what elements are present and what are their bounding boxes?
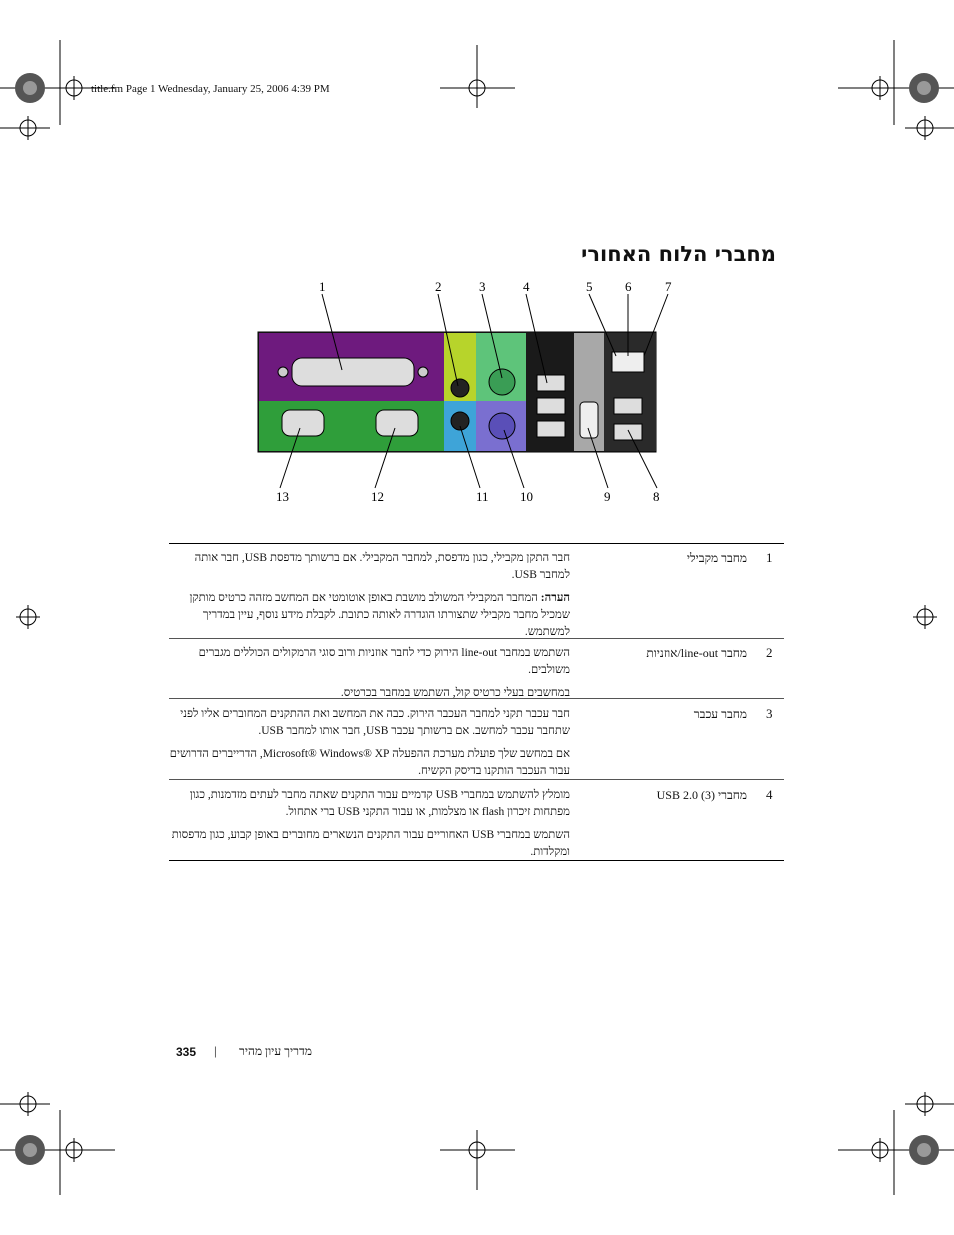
callout-10: 10 [520, 489, 533, 504]
row-description [168, 645, 570, 708]
table-top-rule [169, 543, 784, 544]
row-number: 4 [766, 787, 773, 802]
callout-13: 13 [276, 489, 289, 504]
callout-12: 12 [371, 489, 384, 504]
row-paragraph: במחשבים בעלי כרטיס קול, השתמש במחבר בכרטיס. [340, 687, 570, 699]
callout-5: 5 [586, 279, 593, 294]
callout-3: 3 [479, 279, 486, 294]
footer-separator: | [214, 1043, 217, 1058]
callout-9: 9 [604, 489, 611, 504]
row-description [168, 706, 570, 786]
row-paragraph: אם במחשב שלך פועלת מערכת ההפעלה Microsoft® Windows® XP, הדרייברים הדרושים עבור העכבר הותקנו בדיסק הקשיח. [169, 748, 570, 777]
footer-title: מדריך עיון מהיר [239, 1044, 312, 1058]
row-label: מחבר עכבר [693, 707, 747, 721]
row-number: 2 [766, 645, 773, 660]
row-label: מחבר מקבילי [686, 551, 747, 565]
callout-2: 2 [435, 279, 442, 294]
page-title: מחברי הלוח האחורי [581, 242, 776, 266]
row-number: 1 [766, 550, 773, 565]
row-paragraph: השתמש במחברי USB האחוריים עבור התקנים הנשארים מחוברים באופן קבוע, כגון מדפסות ומקלדות. [171, 829, 570, 858]
file-meta-header: title.fm Page 1 Wednesday, January 25, 2006 4:39 PM [91, 83, 330, 95]
row-paragraph: השתמש במחבר line-out הירוק כדי לחבר אוזניות ורוב סוגי הרמקולים הכוללים מגברים משולבים. [198, 647, 570, 676]
callout-6: 6 [625, 279, 632, 294]
callout-4: 4 [523, 279, 530, 294]
row-paragraph: חבר עכבר תקני למחבר העכבר הירוק. כבה את המחשב ואת ההתקנים המחוברים אליו לפני שתחבר עכבר למחשב. אם ברשותך עכבר USB, חבר אותו למחבר USB. [180, 708, 570, 737]
row-paragraph: חבר התקן מקבילי, כגון מדפסת, למחבר המקבילי. אם ברשותך מדפסת USB, חבר אותה למחבר USB. [194, 552, 570, 581]
row-label: מחבר line-out/אוזניות [646, 646, 747, 660]
note-prefix: הערה: [540, 592, 570, 604]
row-description [168, 550, 570, 647]
note-text: המחבר המקבילי המשולב מושבת באופן אוטומטי אם המחשב מזהה כרטיס מותקן שמכיל מחבר מקבילי שתצורתו הוגדרה לאותה כתובת. לקבלת מידע נוסף, עיין במדריך למשתמש. [189, 592, 570, 638]
back-panel-diagram [250, 278, 690, 506]
callout-1: 1 [319, 279, 326, 294]
row-number: 3 [766, 706, 773, 721]
row-paragraph [168, 590, 570, 641]
callout-7: 7 [665, 279, 672, 294]
row-label: מחברי USB 2.0 (3) [656, 788, 747, 802]
row-paragraph: מומלץ להשתמש במחברי USB קדמיים עבור התקנים שאתה מחבר לעתים מזדמנות, כגון מפתחות זיכרון flash או מצלמות, או עבור התקני USB ברי אתחול. [189, 789, 570, 818]
page-number: 335 [176, 1045, 197, 1059]
callout-8: 8 [653, 489, 660, 504]
row-description [168, 787, 570, 867]
callout-11: 11 [476, 489, 489, 504]
